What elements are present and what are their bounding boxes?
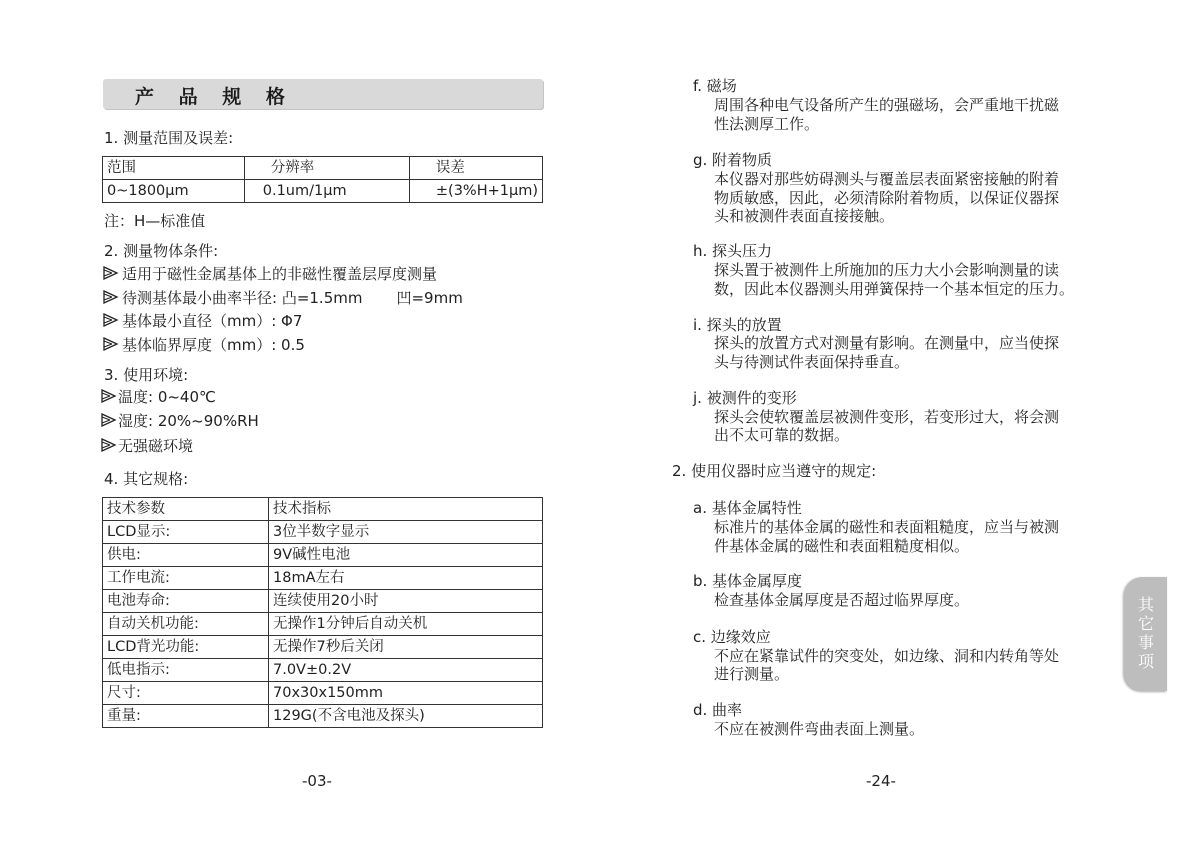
list-item: [103, 311, 302, 331]
table-cell: 连续使用20小时: [269, 590, 543, 613]
arrow-bullet-icon: [101, 389, 117, 403]
list-item-extra: 凹=9mm: [396, 289, 463, 307]
table-row: [103, 705, 543, 728]
other-specs-heading: 4. 其它规格:: [104, 470, 189, 488]
item-g-line: 头和被测件表面直接接触。: [714, 207, 895, 225]
table-cell: 无操作7秒后关闭: [269, 636, 543, 659]
item-d-title: d. 曲率: [693, 701, 743, 719]
item-c-title: c. 边缘效应: [693, 628, 771, 646]
table-row: [103, 498, 543, 521]
rules-heading: 2. 使用仪器时应当遵守的规定:: [672, 462, 877, 480]
item-c-line: 不应在紧靠试件的突变处，如边缘、洞和内转角等处: [714, 647, 1060, 665]
item-g-title: g. 附着物质: [693, 151, 773, 169]
arrow-bullet-icon: [101, 413, 117, 427]
list-item-text: 适用于磁性金属基体上的非磁性覆盖层厚度测量: [122, 265, 438, 283]
list-item: [103, 288, 463, 308]
table-cell: 低电指示:: [103, 659, 269, 682]
table-cell: 技术参数: [103, 498, 269, 521]
table-row: [103, 157, 543, 180]
item-j-title: j. 被测件的变形: [693, 389, 797, 407]
table-cell: 129G(不含电池及探头): [269, 705, 543, 728]
table-cell: 供电:: [103, 544, 269, 567]
table-row: [103, 636, 543, 659]
item-a-line: 标准片的基体金属的磁性和表面粗糙度，应当与被测: [714, 518, 1060, 536]
item-h-line: 数，因此本仪器测头用弹簧保持一个基本恒定的压力。: [714, 280, 1075, 298]
environment-heading: 3. 使用环境:: [104, 366, 189, 384]
item-j-line: 出不太可靠的数据。: [714, 426, 850, 444]
item-b-title: b. 基体金属厚度: [693, 572, 803, 590]
list-item: [101, 411, 259, 431]
section-title-bar: [103, 79, 543, 109]
arrow-bullet-icon: [103, 337, 119, 351]
table-cell: LCD显示:: [103, 521, 269, 544]
item-d-line: 不应在被测件弯曲表面上测量。: [714, 720, 925, 738]
table-cell: ±(3%H+1μm): [409, 180, 542, 203]
table-cell: 范围: [103, 157, 245, 180]
list-item-text: 湿度: 20%~90%RH: [118, 412, 259, 430]
item-i-line: 头与待测试件表面保持垂直。: [714, 353, 910, 371]
table-cell: 0~1800μm: [103, 180, 245, 203]
item-f-title: f. 磁场: [693, 77, 737, 95]
section-title: 产 品 规 格: [135, 86, 294, 108]
table-row: [103, 521, 543, 544]
table-cell: 0.1um/1μm: [244, 180, 409, 203]
item-f-line: 性法测厚工作。: [714, 115, 820, 133]
range-table: [102, 156, 543, 203]
item-j-line: 探头会使软覆盖层被测件变形，若变形过大，将会测: [714, 408, 1060, 426]
conditions-heading: 2. 测量物体条件:: [104, 242, 219, 260]
table-row: [103, 682, 543, 705]
table-cell: 18mA左右: [269, 567, 543, 590]
list-item: [101, 387, 216, 407]
table-cell: 误差: [409, 157, 542, 180]
table-cell: 无操作1分钟后自动关机: [269, 613, 543, 636]
table-cell: 9V碱性电池: [269, 544, 543, 567]
table-cell: 电池寿命:: [103, 590, 269, 613]
item-h-title: h. 探头压力: [693, 242, 773, 260]
spec-table: [102, 497, 543, 728]
item-i-title: i. 探头的放置: [693, 316, 782, 334]
side-tab-label: 其它事项: [1137, 595, 1154, 671]
item-h-line: 探头置于被测件上所施加的压力大小会影响测量的读: [714, 261, 1060, 279]
table-row: [103, 590, 543, 613]
list-item-text: 基体最小直径（mm）: Φ7: [122, 312, 303, 330]
arrow-bullet-icon: [103, 290, 119, 304]
table-cell: 重量:: [103, 705, 269, 728]
arrow-bullet-icon: [103, 266, 119, 280]
arrow-bullet-icon: [103, 313, 119, 327]
table-cell: LCD背光功能:: [103, 636, 269, 659]
table-cell: 3位半数字显示: [269, 521, 543, 544]
list-item: [103, 264, 437, 284]
list-item-text: 温度: 0~40℃: [118, 388, 216, 406]
item-i-line: 探头的放置方式对测量有影响。在测量中，应当使探: [714, 334, 1060, 352]
table-row: [103, 613, 543, 636]
item-f-line: 周围各种电气设备所产生的强磁场，会严重地干扰磁: [714, 96, 1060, 114]
list-item: [103, 335, 305, 355]
table-row: [103, 659, 543, 682]
table-cell: 技术指标: [269, 498, 543, 521]
arrow-bullet-icon: [101, 438, 117, 452]
note-text: 注：H—标准值: [104, 212, 206, 230]
table-cell: 分辨率: [244, 157, 409, 180]
side-section-tab[interactable]: [1124, 577, 1167, 691]
page-number-right: -24-: [866, 772, 896, 790]
table-cell: 70x30x150mm: [269, 682, 543, 705]
list-item-text: 待测基体最小曲率半径: 凸=1.5mm: [122, 289, 363, 307]
item-b-line: 检查基体金属厚度是否超过临界厚度。: [714, 591, 970, 609]
table-cell: 尺寸:: [103, 682, 269, 705]
list-item: [101, 436, 193, 456]
table-cell: 自动关机功能:: [103, 613, 269, 636]
table-cell: 工作电流:: [103, 567, 269, 590]
table-cell: 7.0V±0.2V: [269, 659, 543, 682]
item-g-line: 物质敏感，因此，必须清除附着物质，以保证仪器探: [714, 189, 1060, 207]
item-a-title: a. 基体金属特性: [693, 499, 802, 517]
table-row: [103, 567, 543, 590]
item-g-line: 本仪器对那些妨碍测头与覆盖层表面紧密接触的附着: [714, 170, 1060, 188]
page-number-left: -03-: [302, 772, 332, 790]
table-row: [103, 544, 543, 567]
list-item-text: 无强磁环境: [118, 437, 194, 455]
range-heading: 1. 测量范围及误差:: [104, 129, 234, 147]
table-row: [103, 180, 543, 203]
list-item-text: 基体临界厚度（mm）: 0.5: [122, 336, 305, 354]
item-c-line: 进行测量。: [714, 665, 790, 683]
item-a-line: 件基体金属的磁性和表面粗糙度相似。: [714, 537, 970, 555]
